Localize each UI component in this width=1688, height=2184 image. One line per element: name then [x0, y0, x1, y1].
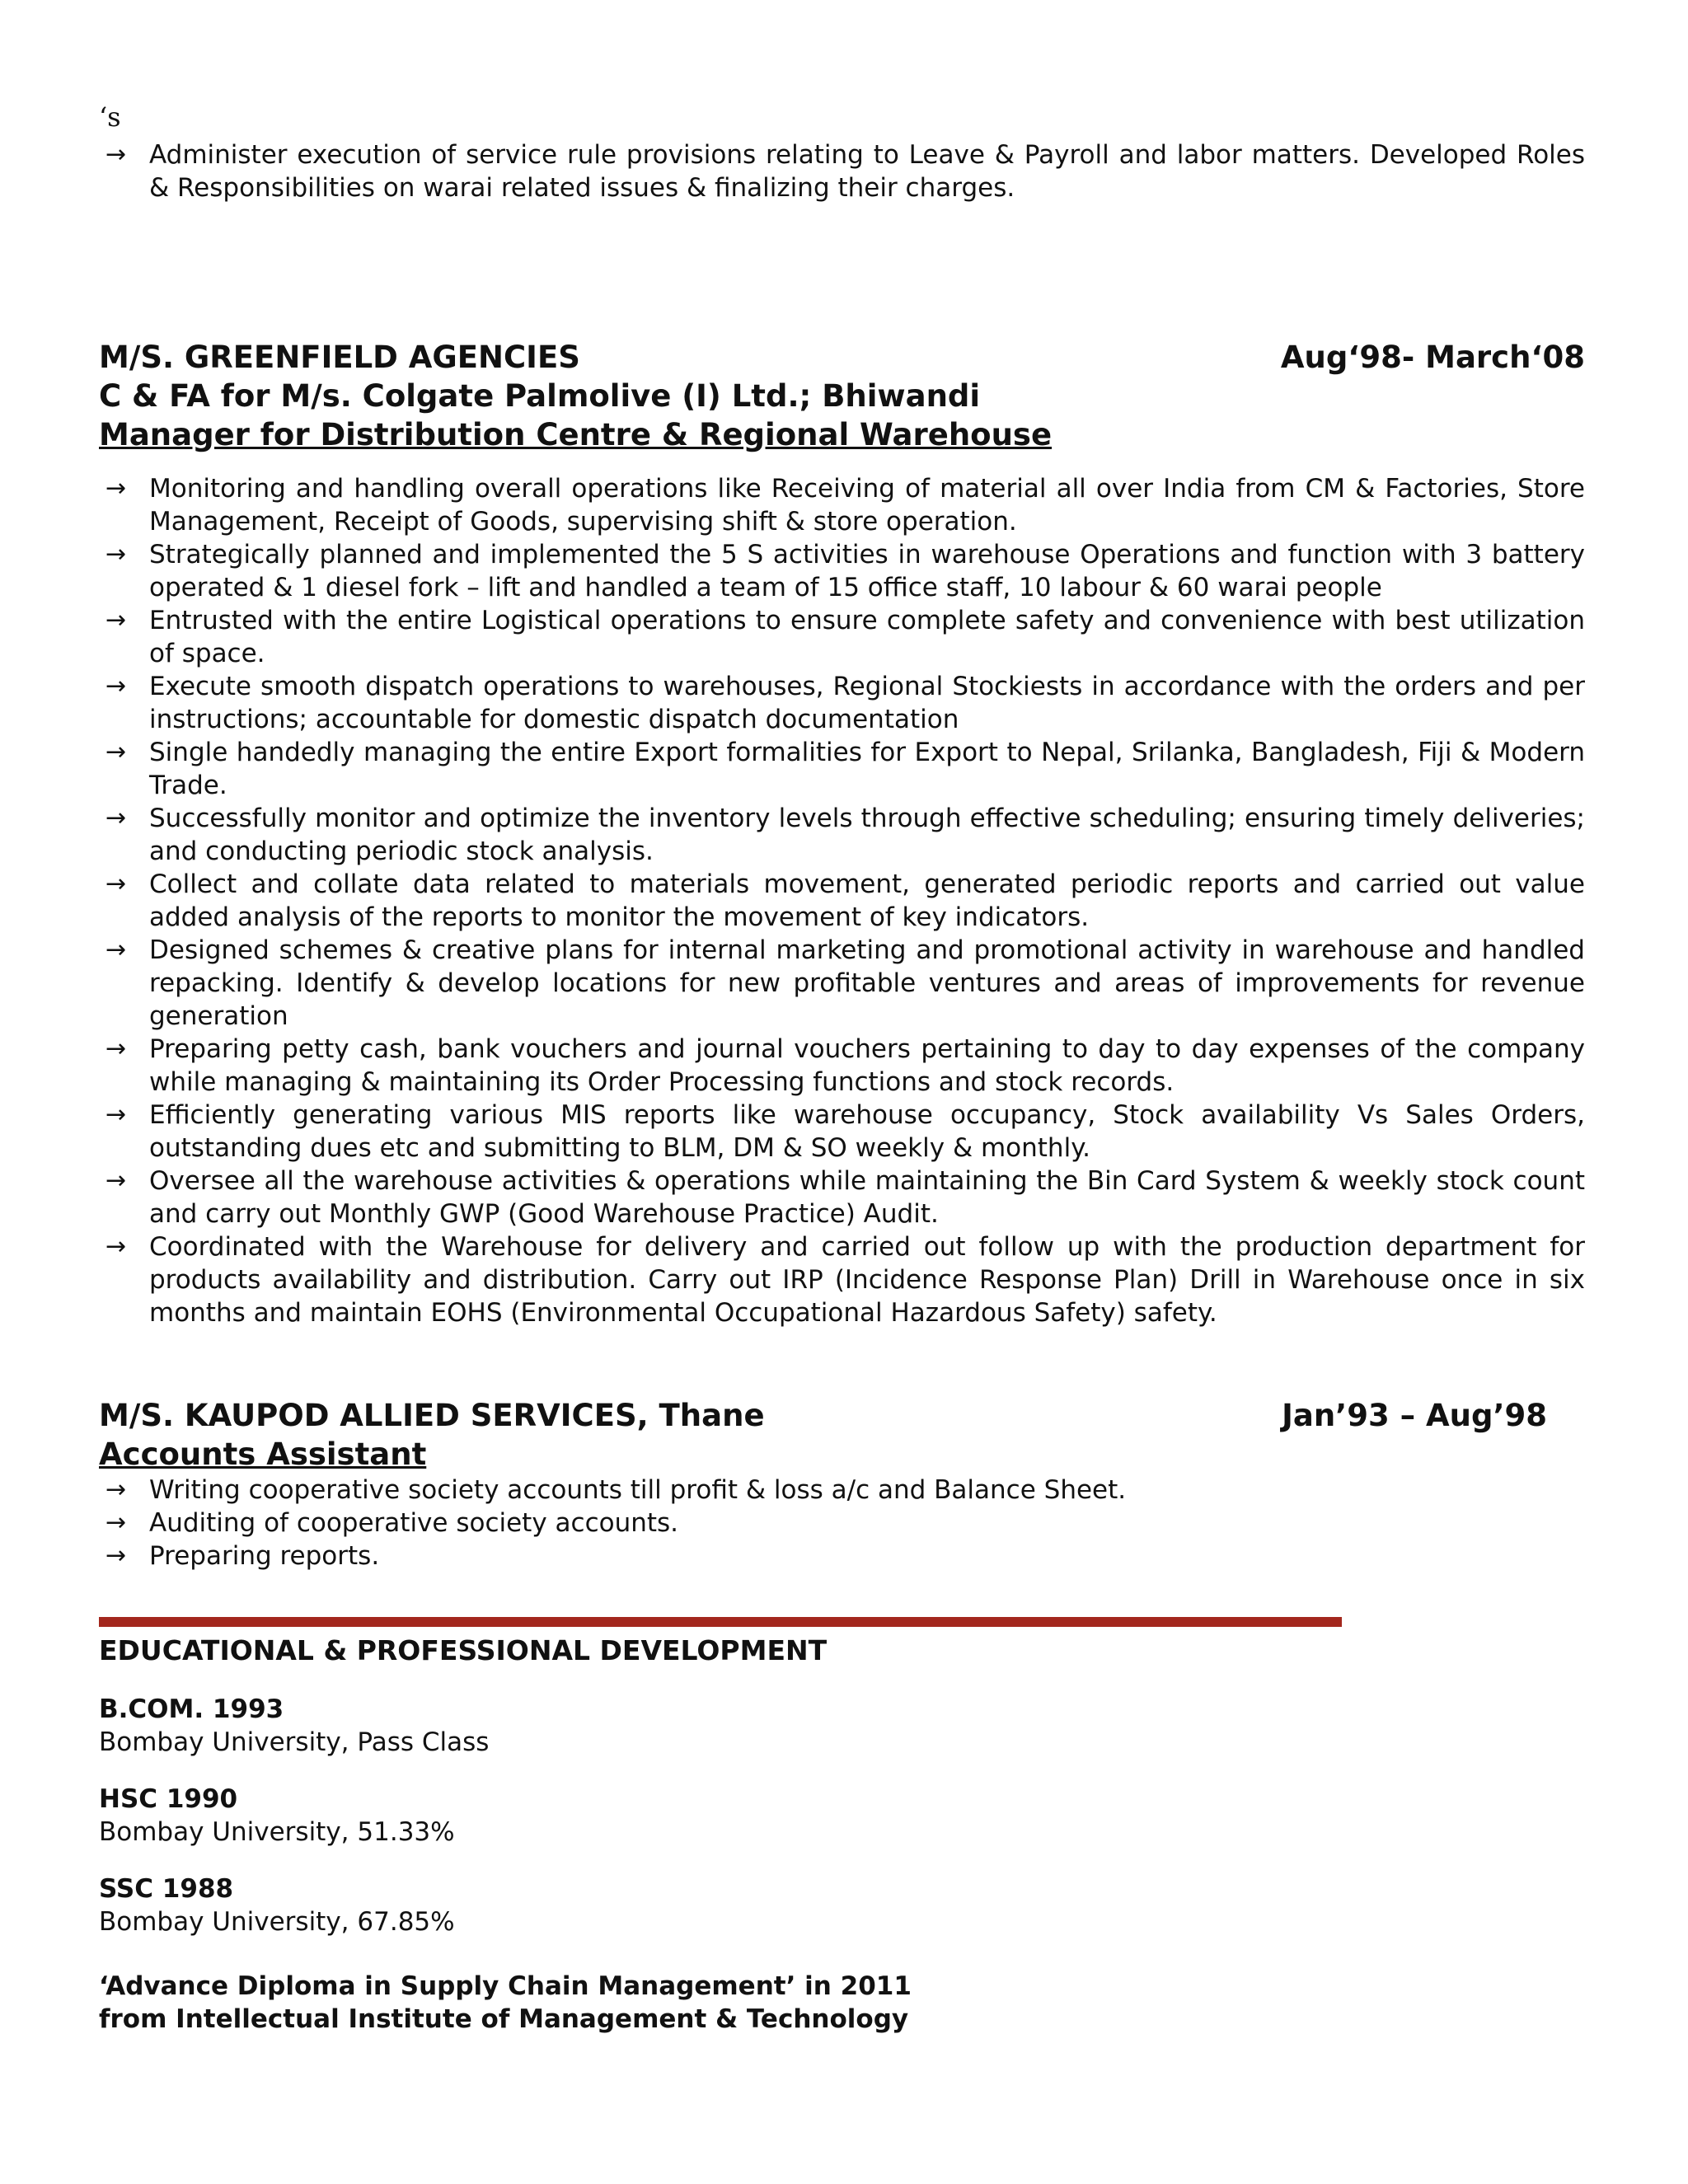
job-role: Manager for Distribution Centre & Regional Warehouse — [99, 417, 1053, 452]
arrow-icon: → — [106, 140, 127, 169]
job-header — [99, 1396, 1566, 1435]
arrow-icon: → — [106, 1508, 127, 1537]
list-item: → Collect and collate data related to materials movement, generated periodic reports and carried out value added analysis of the reports to monitor the movement of key indicators. — [106, 869, 1585, 932]
top-bullet-list — [99, 138, 1585, 204]
degree: SSC 1988 — [99, 1874, 234, 1904]
arrow-icon: → — [106, 1166, 127, 1195]
degree-detail: Bombay University, 67.85% — [99, 1907, 455, 1937]
education-item — [99, 1783, 1335, 1849]
job-dates: Jan’93 – Aug’98 — [1282, 1398, 1547, 1433]
list-item: → Administer execution of service rule provisions relating to Leave & Payroll and labor matters. Developed Roles & Responsibilities on warai related issues & finalizing their charges. — [106, 140, 1585, 203]
degree: B.COM. 1993 — [99, 1694, 284, 1724]
education-item — [99, 1872, 1335, 1938]
list-item: → Efficiently generating various MIS reports like warehouse occupancy, Stock availability Vs Sales Orders, outstanding dues etc and submitting to BLM, DM & SO weekly & monthly. — [106, 1100, 1585, 1163]
list-item: → Designed schemes & creative plans for internal marketing and promotional activity in warehouse and handled repacking. Identify & develop locations for new profitable ventures and areas of improvements for revenue generation — [106, 935, 1585, 1031]
job-header — [99, 338, 1585, 377]
diploma — [99, 1970, 1335, 2036]
company-name: M/S. KAUPOD ALLIED SERVICES, Thane — [99, 1398, 765, 1433]
arrow-icon: → — [106, 935, 127, 964]
diploma-institute: from Intellectual Institute of Management & Technology — [99, 2004, 909, 2034]
arrow-icon: → — [106, 1541, 127, 1570]
degree: HSC 1990 — [99, 1784, 238, 1814]
job-role: Accounts Assistant — [99, 1436, 427, 1472]
list-item: → Execute smooth dispatch operations to warehouses, Regional Stockiests in accordance with the orders and per instructions; accountable for domestic dispatch documentation — [106, 672, 1585, 734]
list-item: → Monitoring and handling overall operations like Receiving of material all over India from CM & Factories, Store Management, Receipt of Goods, supervising shift & store operation. — [106, 474, 1585, 537]
arrow-icon: → — [106, 869, 127, 898]
arrow-icon: → — [106, 474, 127, 503]
arrow-icon: → — [106, 540, 127, 569]
stray-mark: ‘s — [99, 101, 121, 133]
diploma-line: ‘Advance Diploma in Supply Chain Management’ in 2011 — [99, 1971, 912, 2001]
education-item — [99, 1693, 1335, 1759]
section-divider — [99, 1617, 1342, 1627]
degree-detail: Bombay University, 51.33% — [99, 1817, 455, 1847]
list-item: → Preparing petty cash, bank vouchers and journal vouchers pertaining to day to day expenses of the company while managing & maintaining its Order Processing functions and stock records. — [106, 1034, 1585, 1097]
list-item: → Auditing of cooperative society accounts. — [106, 1508, 679, 1538]
job-greenfield — [99, 338, 1585, 1329]
client-line: C & FA for M/s. Colgate Palmolive (I) Ltd.; Bhiwandi — [99, 378, 981, 414]
section-title: EDUCATIONAL & PROFESSIONAL DEVELOPMENT — [99, 1634, 828, 1666]
arrow-icon: → — [106, 1475, 127, 1504]
arrow-icon: → — [106, 1100, 127, 1129]
degree-detail: Bombay University, Pass Class — [99, 1727, 490, 1757]
list-item: → Oversee all the warehouse activities & operations while maintaining the Bin Card System & weekly stock count and carry out Monthly GWP (Good Warehouse Practice) Audit. — [106, 1166, 1585, 1229]
list-item: → Entrusted with the entire Logistical operations to ensure complete safety and convenience with best utilization of space. — [106, 606, 1585, 668]
list-item: → Writing cooperative society accounts till profit & loss a/c and Balance Sheet. — [106, 1475, 1127, 1505]
company-name: M/S. GREENFIELD AGENCIES — [99, 340, 580, 375]
arrow-icon: → — [106, 672, 127, 701]
education-section — [99, 1633, 1335, 1668]
arrow-icon: → — [106, 804, 127, 832]
list-item: → Successfully monitor and optimize the inventory levels through effective scheduling; ensuring timely deliveries; and conducting periodic stock analysis. — [106, 804, 1585, 866]
list-item: → Preparing reports. — [106, 1541, 380, 1571]
job-dates: Aug‘98- March‘08 — [1280, 340, 1585, 375]
job1-bullets — [99, 472, 1585, 1329]
list-item: → Strategically planned and implemented the 5 S activities in warehouse Operations and function with 3 battery operated & 1 diesel fork – lift and handled a team of 15 office staff, 10 labour & 60 warai people — [106, 540, 1585, 602]
job-kaupod — [99, 1396, 1566, 1572]
job2-bullets — [99, 1474, 1566, 1572]
list-item: → Coordinated with the Warehouse for delivery and carried out follow up with the production department for products availability and distribution. Carry out IRP (Incidence Response Plan) Drill in Warehouse once in six months and maintain EOHS (Environmental Occupational Hazardous Safety) safety. — [106, 1232, 1585, 1328]
arrow-icon: → — [106, 1232, 127, 1261]
arrow-icon: → — [106, 1034, 127, 1063]
arrow-icon: → — [106, 606, 127, 635]
list-item: → Single handedly managing the entire Export formalities for Export to Nepal, Srilanka, Bangladesh, Fiji & Modern Trade. — [106, 738, 1585, 800]
arrow-icon: → — [106, 738, 127, 766]
